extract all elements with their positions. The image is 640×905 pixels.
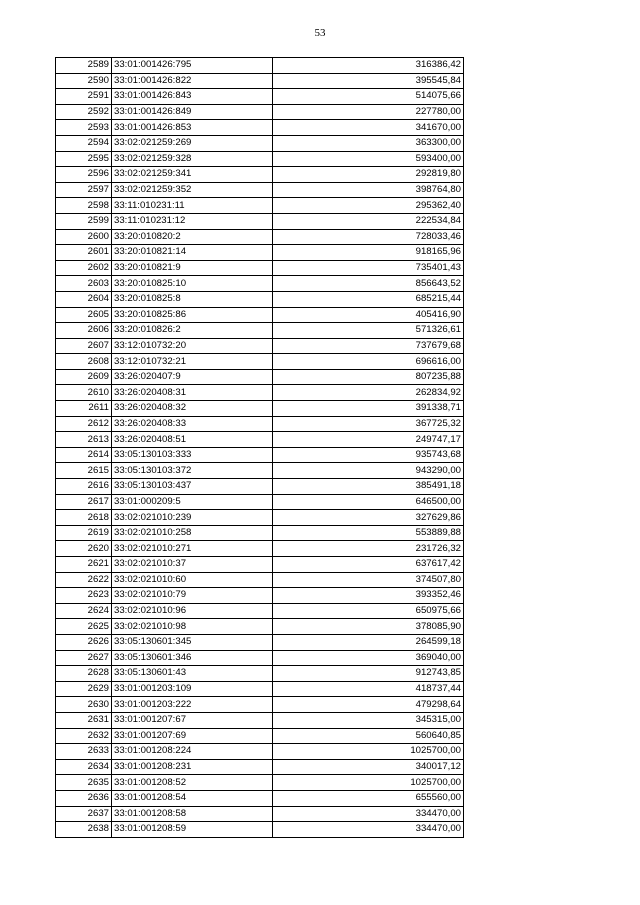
value-cell: 418737,44 <box>273 681 464 697</box>
table-row <box>56 775 464 791</box>
cadastral-number-cell: 33:01:001426:849 <box>112 104 273 120</box>
row-number-cell: 2622 <box>56 572 112 588</box>
cadastral-number-cell: 33:02:021259:352 <box>112 182 273 198</box>
page-number: 53 <box>314 27 326 39</box>
table-row <box>56 291 464 307</box>
row-number-cell: 2624 <box>56 603 112 619</box>
cadastral-number-cell: 33:20:010825:10 <box>112 276 273 292</box>
row-number-cell: 2595 <box>56 151 112 167</box>
value-cell: 369040,00 <box>273 650 464 666</box>
cadastral-number-cell: 33:05:130601:346 <box>112 650 273 666</box>
value-cell: 650975,66 <box>273 603 464 619</box>
table-row <box>56 463 464 479</box>
row-number-cell: 2603 <box>56 276 112 292</box>
value-cell: 264599,18 <box>273 634 464 650</box>
table-row <box>56 338 464 354</box>
row-number-cell: 2599 <box>56 213 112 229</box>
row-number-cell: 2635 <box>56 775 112 791</box>
value-cell: 646500,00 <box>273 494 464 510</box>
value-cell: 316386,42 <box>273 58 464 74</box>
value-cell: 295362,40 <box>273 198 464 214</box>
cadastral-number-cell: 33:12:010732:21 <box>112 354 273 370</box>
cadastral-number-cell: 33:02:021010:96 <box>112 603 273 619</box>
value-cell: 1025700,00 <box>273 775 464 791</box>
cadastral-number-cell: 33:01:001208:58 <box>112 806 273 822</box>
table-row <box>56 135 464 151</box>
row-number-cell: 2627 <box>56 650 112 666</box>
cadastral-number-cell: 33:01:001208:224 <box>112 744 273 760</box>
value-cell: 334470,00 <box>273 822 464 838</box>
cadastral-number-cell: 33:01:001208:59 <box>112 822 273 838</box>
table-row <box>56 104 464 120</box>
row-number-cell: 2630 <box>56 697 112 713</box>
cadastral-number-cell: 33:01:001208:52 <box>112 775 273 791</box>
row-number-cell: 2636 <box>56 790 112 806</box>
value-cell: 341670,00 <box>273 120 464 136</box>
row-number-cell: 2610 <box>56 385 112 401</box>
cadastral-number-cell: 33:02:021010:79 <box>112 588 273 604</box>
row-number-cell: 2590 <box>56 73 112 89</box>
table-row <box>56 697 464 713</box>
table-row <box>56 213 464 229</box>
cadastral-number-cell: 33:26:020408:31 <box>112 385 273 401</box>
table-row <box>56 619 464 635</box>
row-number-cell: 2616 <box>56 479 112 495</box>
cadastral-number-cell: 33:01:001207:69 <box>112 728 273 744</box>
table-row <box>56 650 464 666</box>
row-number-cell: 2612 <box>56 416 112 432</box>
value-cell: 405416,90 <box>273 307 464 323</box>
value-cell: 637617,42 <box>273 557 464 573</box>
row-number-cell: 2618 <box>56 510 112 526</box>
value-cell: 249747,17 <box>273 432 464 448</box>
table-row <box>56 260 464 276</box>
cadastral-number-cell: 33:26:020408:51 <box>112 432 273 448</box>
table-row <box>56 416 464 432</box>
row-number-cell: 2637 <box>56 806 112 822</box>
table-row <box>56 182 464 198</box>
table-row <box>56 634 464 650</box>
row-number-cell: 2597 <box>56 182 112 198</box>
row-number-cell: 2617 <box>56 494 112 510</box>
value-cell: 655560,00 <box>273 790 464 806</box>
cadastral-number-cell: 33:11:010231:12 <box>112 213 273 229</box>
table-row <box>56 728 464 744</box>
cadastral-number-cell: 33:26:020408:32 <box>112 401 273 417</box>
table-row <box>56 89 464 105</box>
value-cell: 918165,96 <box>273 245 464 261</box>
value-cell: 391338,71 <box>273 401 464 417</box>
cadastral-number-cell: 33:02:021259:269 <box>112 135 273 151</box>
table-row <box>56 167 464 183</box>
row-number-cell: 2632 <box>56 728 112 744</box>
row-number-cell: 2596 <box>56 167 112 183</box>
cadastral-number-cell: 33:01:001426:822 <box>112 73 273 89</box>
table-row <box>56 744 464 760</box>
table-row <box>56 557 464 573</box>
row-number-cell: 2633 <box>56 744 112 760</box>
value-cell: 571326,61 <box>273 323 464 339</box>
row-number-cell: 2620 <box>56 541 112 557</box>
cadastral-number-cell: 33:01:001203:222 <box>112 697 273 713</box>
value-cell: 367725,32 <box>273 416 464 432</box>
row-number-cell: 2619 <box>56 525 112 541</box>
cadastral-number-cell: 33:12:010732:20 <box>112 338 273 354</box>
cadastral-number-cell: 33:01:001208:54 <box>112 790 273 806</box>
cadastral-number-cell: 33:05:130601:345 <box>112 634 273 650</box>
value-cell: 560640,85 <box>273 728 464 744</box>
cadastral-number-cell: 33:02:021010:60 <box>112 572 273 588</box>
value-cell: 363300,00 <box>273 135 464 151</box>
table-row <box>56 603 464 619</box>
table-row <box>56 681 464 697</box>
table-row <box>56 447 464 463</box>
cadastral-number-cell: 33:01:001426:795 <box>112 58 273 74</box>
table-row <box>56 58 464 74</box>
table-row <box>56 307 464 323</box>
cadastral-number-cell: 33:20:010821:14 <box>112 245 273 261</box>
table-row <box>56 401 464 417</box>
table-body <box>56 58 464 838</box>
row-number-cell: 2592 <box>56 104 112 120</box>
table-row <box>56 541 464 557</box>
value-cell: 685215,44 <box>273 291 464 307</box>
value-cell: 935743,68 <box>273 447 464 463</box>
table-row <box>56 806 464 822</box>
cadastral-number-cell: 33:02:021010:271 <box>112 541 273 557</box>
table-row <box>56 323 464 339</box>
value-cell: 514075,66 <box>273 89 464 105</box>
table-row <box>56 790 464 806</box>
table-row <box>56 479 464 495</box>
cadastral-number-cell: 33:01:001426:843 <box>112 89 273 105</box>
table-row <box>56 572 464 588</box>
cadastral-number-cell: 33:02:021259:328 <box>112 151 273 167</box>
row-number-cell: 2589 <box>56 58 112 74</box>
value-cell: 737679,68 <box>273 338 464 354</box>
table-row <box>56 822 464 838</box>
table-row <box>56 73 464 89</box>
cadastral-number-cell: 33:01:001203:109 <box>112 681 273 697</box>
row-number-cell: 2598 <box>56 198 112 214</box>
row-number-cell: 2634 <box>56 759 112 775</box>
value-cell: 479298,64 <box>273 697 464 713</box>
cadastral-number-cell: 33:02:021010:98 <box>112 619 273 635</box>
cadastral-number-cell: 33:02:021010:37 <box>112 557 273 573</box>
value-cell: 227780,00 <box>273 104 464 120</box>
value-cell: 553889,88 <box>273 525 464 541</box>
cadastral-number-cell: 33:20:010820:2 <box>112 229 273 245</box>
table-row <box>56 588 464 604</box>
cadastral-number-cell: 33:01:001426:853 <box>112 120 273 136</box>
cadastral-number-cell: 33:02:021010:258 <box>112 525 273 541</box>
cadastral-number-cell: 33:01:001207:67 <box>112 712 273 728</box>
cadastral-number-cell: 33:05:130103:437 <box>112 479 273 495</box>
value-cell: 735401,43 <box>273 260 464 276</box>
value-cell: 374507,80 <box>273 572 464 588</box>
value-cell: 912743,85 <box>273 666 464 682</box>
cadastral-number-cell: 33:01:001208:231 <box>112 759 273 775</box>
value-cell: 334470,00 <box>273 806 464 822</box>
row-number-cell: 2613 <box>56 432 112 448</box>
table-row <box>56 432 464 448</box>
table-row <box>56 229 464 245</box>
cadastral-number-cell: 33:20:010825:8 <box>112 291 273 307</box>
value-cell: 696616,00 <box>273 354 464 370</box>
table-row <box>56 276 464 292</box>
cadastral-number-cell: 33:11:010231:11 <box>112 198 273 214</box>
value-cell: 1025700,00 <box>273 744 464 760</box>
cadastral-number-cell: 33:02:021010:239 <box>112 510 273 526</box>
value-cell: 378085,90 <box>273 619 464 635</box>
value-cell: 593400,00 <box>273 151 464 167</box>
row-number-cell: 2602 <box>56 260 112 276</box>
row-number-cell: 2608 <box>56 354 112 370</box>
cadastral-number-cell: 33:20:010821:9 <box>112 260 273 276</box>
value-cell: 856643,52 <box>273 276 464 292</box>
cadastral-number-cell: 33:26:020408:33 <box>112 416 273 432</box>
cadastral-value-table <box>55 57 464 838</box>
table-row <box>56 712 464 728</box>
row-number-cell: 2611 <box>56 401 112 417</box>
value-cell: 385491,18 <box>273 479 464 495</box>
value-cell: 395545,84 <box>273 73 464 89</box>
table-row <box>56 369 464 385</box>
row-number-cell: 2593 <box>56 120 112 136</box>
cadastral-number-cell: 33:05:130103:333 <box>112 447 273 463</box>
value-cell: 728033,46 <box>273 229 464 245</box>
cadastral-number-cell: 33:05:130601:43 <box>112 666 273 682</box>
value-cell: 943290,00 <box>273 463 464 479</box>
value-cell: 327629,86 <box>273 510 464 526</box>
cadastral-number-cell: 33:05:130103:372 <box>112 463 273 479</box>
row-number-cell: 2615 <box>56 463 112 479</box>
row-number-cell: 2601 <box>56 245 112 261</box>
value-cell: 292819,80 <box>273 167 464 183</box>
value-cell: 340017,12 <box>273 759 464 775</box>
table-row <box>56 385 464 401</box>
table-row <box>56 354 464 370</box>
table-row <box>56 151 464 167</box>
table-row <box>56 666 464 682</box>
row-number-cell: 2629 <box>56 681 112 697</box>
row-number-cell: 2625 <box>56 619 112 635</box>
row-number-cell: 2628 <box>56 666 112 682</box>
row-number-cell: 2609 <box>56 369 112 385</box>
row-number-cell: 2614 <box>56 447 112 463</box>
value-cell: 398764,80 <box>273 182 464 198</box>
row-number-cell: 2638 <box>56 822 112 838</box>
cadastral-number-cell: 33:26:020407:9 <box>112 369 273 385</box>
table-row <box>56 759 464 775</box>
value-cell: 222534,84 <box>273 213 464 229</box>
table-row <box>56 510 464 526</box>
row-number-cell: 2621 <box>56 557 112 573</box>
value-cell: 807235,88 <box>273 369 464 385</box>
value-cell: 345315,00 <box>273 712 464 728</box>
row-number-cell: 2626 <box>56 634 112 650</box>
table-row <box>56 120 464 136</box>
row-number-cell: 2623 <box>56 588 112 604</box>
cadastral-number-cell: 33:01:000209:5 <box>112 494 273 510</box>
row-number-cell: 2594 <box>56 135 112 151</box>
row-number-cell: 2607 <box>56 338 112 354</box>
row-number-cell: 2604 <box>56 291 112 307</box>
table-row <box>56 525 464 541</box>
row-number-cell: 2605 <box>56 307 112 323</box>
row-number-cell: 2591 <box>56 89 112 105</box>
cadastral-number-cell: 33:20:010826:2 <box>112 323 273 339</box>
value-cell: 393352,46 <box>273 588 464 604</box>
cadastral-number-cell: 33:02:021259:341 <box>112 167 273 183</box>
value-cell: 262834,92 <box>273 385 464 401</box>
value-cell: 231726,32 <box>273 541 464 557</box>
row-number-cell: 2631 <box>56 712 112 728</box>
table-row <box>56 494 464 510</box>
row-number-cell: 2606 <box>56 323 112 339</box>
row-number-cell: 2600 <box>56 229 112 245</box>
cadastral-number-cell: 33:20:010825:86 <box>112 307 273 323</box>
table-row <box>56 198 464 214</box>
table-row <box>56 245 464 261</box>
